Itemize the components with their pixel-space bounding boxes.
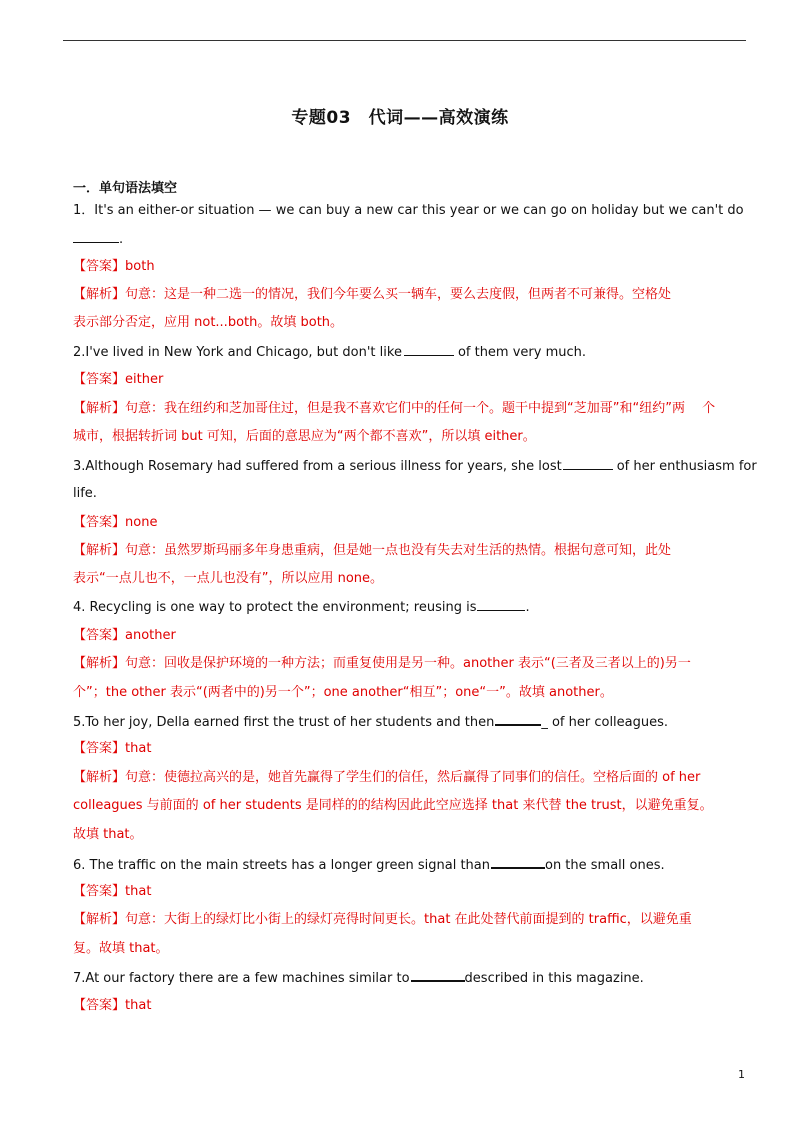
analysis-text: 句意：大街上的绿灯比小街上的绿灯亮得时间更长。that 在此处替代前面提到的 traffic，以避免重 xyxy=(125,912,692,927)
question-text: on the small ones. xyxy=(544,858,665,873)
answer-3 xyxy=(73,514,157,532)
analysis-5-continued-2 xyxy=(73,826,143,844)
question-3 xyxy=(73,457,757,476)
answer-value: that xyxy=(125,998,152,1013)
question-text: 5.To her joy, Della earned first the trust of her students and then xyxy=(73,715,495,730)
answer-4 xyxy=(73,627,176,645)
answer-2 xyxy=(73,371,163,389)
analysis-text: 故填 that。 xyxy=(73,827,143,842)
question-text: 7.At our factory there are a few machines similar to xyxy=(73,971,410,986)
analysis-text: colleagues 与前面的 of her students 是同样的的结构因此此空应选择 that 来代替 the trust，以避免重复。 xyxy=(73,798,713,813)
section-heading: 一．单句语法填空 xyxy=(73,181,178,196)
question-7 xyxy=(73,968,644,988)
answer-tag: 【答案】 xyxy=(73,741,126,756)
analysis-tag: 【解析】 xyxy=(73,543,126,558)
answer-value: another xyxy=(125,628,176,643)
answer-5 xyxy=(73,740,151,758)
answer-tag: 【答案】 xyxy=(73,515,126,530)
analysis-1-continued xyxy=(73,314,343,332)
analysis-4-continued xyxy=(73,684,613,702)
answer-value: none xyxy=(125,515,158,530)
question-text: 3.Although Rosemary had suffered from a serious illness for years, she lost xyxy=(73,459,562,474)
analysis-text: 句意：虽然罗斯玛丽多年身患重病，但是她一点也没有失去对生活的热情。根据句意可知，此处 xyxy=(125,543,672,558)
analysis-3-continued xyxy=(73,570,383,588)
analysis-tag: 【解析】 xyxy=(73,912,126,927)
page-number: 1 xyxy=(738,1068,745,1081)
question-1 xyxy=(73,202,744,220)
answer-tag: 【答案】 xyxy=(73,998,126,1013)
question-text: _ of her colleagues. xyxy=(541,715,669,730)
analysis-6 xyxy=(73,911,692,929)
analysis-5 xyxy=(73,769,700,787)
answer-blank xyxy=(563,457,613,470)
analysis-text: 表示部分否定，应用 not...both。故填 both。 xyxy=(73,315,344,330)
answer-value: both xyxy=(125,259,155,274)
question-1-continued xyxy=(73,230,123,249)
analysis-text: 句意：使德拉高兴的是，她首先赢得了学生们的信任，然后赢得了同事们的信任。空格后面的 of her xyxy=(125,770,701,785)
question-text: described in this magazine. xyxy=(464,971,644,986)
analysis-tag: 【解析】 xyxy=(73,287,126,302)
answer-blank xyxy=(495,712,541,726)
question-5 xyxy=(73,712,668,732)
question-text: 1．It's an either-or situation — we can buy a new car this year or we can go on holiday but we can't do xyxy=(73,203,744,218)
question-6 xyxy=(73,855,665,875)
analysis-6-continued xyxy=(73,940,169,958)
question-text: 4. Recycling is one way to protect the environment; reusing is xyxy=(73,600,477,615)
answer-blank xyxy=(491,855,545,869)
question-3-continued xyxy=(73,485,97,503)
answer-tag: 【答案】 xyxy=(73,372,126,387)
answer-tag: 【答案】 xyxy=(73,884,126,899)
analysis-text: 城市，根据转折词 but 可知，后面的意思应为“两个都不喜欢”，所以填 either。 xyxy=(73,429,536,444)
answer-6 xyxy=(73,883,151,901)
question-text: . xyxy=(119,232,124,247)
question-text: of her enthusiasm for xyxy=(616,459,757,474)
analysis-3 xyxy=(73,542,671,560)
question-2 xyxy=(73,343,586,362)
analysis-tag: 【解析】 xyxy=(73,656,126,671)
analysis-1 xyxy=(73,286,671,304)
analysis-text: 句意：回收是保护环境的一种方法；而重复使用是另一种。another 表示“(三者及三者以上的)另一 xyxy=(125,656,691,671)
header-rule xyxy=(63,40,746,41)
analysis-text: 句意：我在纽约和芝加哥住过，但是我不喜欢它们中的任何一个。题干中提到“芝加哥”和“纽约”两 个 xyxy=(125,401,716,416)
analysis-2 xyxy=(73,400,715,418)
analysis-text: 复。故填 that。 xyxy=(73,941,169,956)
analysis-4 xyxy=(73,655,691,673)
answer-blank xyxy=(73,230,119,243)
answer-tag: 【答案】 xyxy=(73,259,126,274)
page-title: 专题03 代词——高效演练 xyxy=(291,108,509,128)
question-text: . xyxy=(525,600,530,615)
analysis-text: 个”；the other 表示“(两者中的)另一个”；one another“相互”；one“一”。故填 another。 xyxy=(73,685,613,700)
answer-7 xyxy=(73,997,151,1015)
answer-1 xyxy=(73,258,155,276)
analysis-5-continued xyxy=(73,797,713,815)
answer-tag: 【答案】 xyxy=(73,628,126,643)
analysis-text: 表示“一点儿也不，一点儿也没有”，所以应用 none。 xyxy=(73,571,384,586)
answer-blank xyxy=(404,343,454,356)
question-text: 6. The traffic on the main streets has a longer green signal than xyxy=(73,858,490,873)
analysis-tag: 【解析】 xyxy=(73,770,126,785)
answer-value: that xyxy=(125,884,152,899)
answer-blank xyxy=(477,598,525,611)
analysis-tag: 【解析】 xyxy=(73,401,126,416)
question-text: 2.I've lived in New York and Chicago, but don't like xyxy=(73,345,402,360)
answer-value: either xyxy=(125,372,164,387)
question-text: of them very much. xyxy=(457,345,587,360)
analysis-2-continued xyxy=(73,428,536,446)
analysis-text: 句意：这是一种二选一的情况，我们今年要么买一辆车，要么去度假，但两者不可兼得。空格处 xyxy=(125,287,672,302)
question-text: life. xyxy=(73,486,97,501)
answer-value: that xyxy=(125,741,152,756)
question-4 xyxy=(73,598,530,617)
answer-blank xyxy=(411,968,465,982)
